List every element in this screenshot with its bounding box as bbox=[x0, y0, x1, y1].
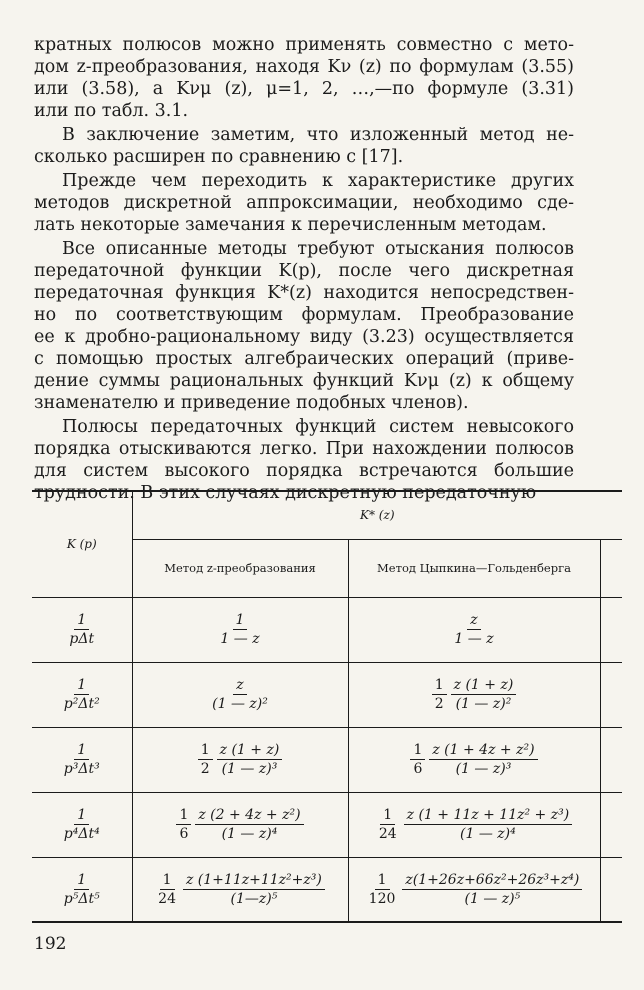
coefficient-denominator: 2 bbox=[200, 761, 210, 777]
text-line: знаменателю и приведение подобных членов). bbox=[34, 393, 469, 413]
tsypkin-fraction-denominator: (1 — z)² bbox=[455, 696, 512, 712]
z-method-fraction-numerator: z (2 + 4z + z²) bbox=[195, 807, 303, 825]
kp-fraction-denominator: p²Δt² bbox=[63, 696, 100, 712]
coefficient-numerator: 1 bbox=[432, 677, 447, 695]
coefficient bbox=[155, 872, 179, 907]
z-method-fraction-numerator: z (1+11z+11z²+z³) bbox=[183, 872, 325, 890]
z-method-fraction bbox=[195, 807, 303, 842]
kp-fraction bbox=[61, 872, 103, 907]
empty-cell bbox=[600, 597, 622, 662]
text-line: передаточной функции K(p), после чего дискретная bbox=[34, 261, 574, 281]
coefficient-numerator: 1 bbox=[380, 807, 395, 825]
formula-table-wrapper bbox=[32, 490, 622, 922]
coefficient-denominator: 24 bbox=[158, 890, 176, 907]
text-line: В заключение заметим, что изложенный метод не- bbox=[62, 125, 574, 145]
tsypkin-fraction-denominator: (1 — z)⁴ bbox=[460, 826, 516, 842]
kp-cell bbox=[32, 597, 132, 662]
empty-cell bbox=[600, 727, 622, 792]
formula-table bbox=[32, 490, 622, 923]
kp-cell bbox=[32, 792, 132, 857]
empty-cell bbox=[600, 792, 622, 857]
kp-fraction-denominator: p³Δt³ bbox=[63, 761, 100, 777]
text-line: лать некоторые замечания к перечисленным методам. bbox=[34, 215, 547, 235]
kp-fraction bbox=[66, 612, 97, 647]
tsypkin-fraction bbox=[404, 807, 573, 842]
col-header-kp: K (p) bbox=[32, 491, 132, 597]
kp-fraction bbox=[61, 807, 103, 842]
z-method-fraction bbox=[217, 612, 262, 647]
text-line: с помощью простых алгебраических операций (приве- bbox=[34, 349, 574, 369]
coefficient bbox=[376, 807, 400, 842]
coefficient-numerator: 1 bbox=[176, 807, 191, 825]
z-method-fraction-numerator: z bbox=[233, 677, 246, 695]
coefficient bbox=[176, 807, 191, 842]
kp-fraction-numerator: 1 bbox=[74, 872, 89, 890]
coefficient-numerator: 1 bbox=[198, 742, 213, 760]
coefficient bbox=[410, 742, 425, 777]
coefficient bbox=[366, 872, 399, 907]
z-method-cell bbox=[132, 792, 348, 857]
page-number: 192 bbox=[34, 934, 67, 954]
tsypkin-fraction bbox=[451, 677, 517, 712]
coefficient-denominator: 2 bbox=[434, 696, 444, 712]
coefficient-denominator: 6 bbox=[413, 761, 423, 777]
text-line: или по табл. 3.1. bbox=[34, 101, 189, 121]
text-line: передаточная функция K*(z) находится непосредствен- bbox=[34, 283, 574, 303]
group-header-kz: K* (z) bbox=[132, 491, 622, 539]
text-line: Прежде чем переходить к характеристике других bbox=[62, 171, 574, 191]
kp-fraction-numerator: 1 bbox=[74, 612, 89, 630]
kp-fraction-denominator: p⁴Δt⁴ bbox=[63, 826, 100, 842]
paragraph bbox=[34, 238, 574, 414]
table-row bbox=[32, 662, 622, 727]
text-line: дение суммы рациональных функций Kνμ (z) к общему bbox=[34, 371, 574, 391]
coefficient-numerator: 1 bbox=[375, 872, 390, 890]
z-method-fraction-numerator: z (1 + z) bbox=[217, 742, 283, 760]
tsypkin-fraction-numerator: z bbox=[467, 612, 480, 630]
z-method-fraction-denominator: (1—z)⁵ bbox=[230, 890, 278, 907]
tsypkin-fraction-numerator: z(1+26z+66z²+26z³+z⁴) bbox=[402, 872, 582, 890]
tsypkin-cell bbox=[348, 792, 600, 857]
z-method-cell bbox=[132, 662, 348, 727]
kp-fraction-numerator: 1 bbox=[74, 807, 89, 825]
text-line: ее к дробно-рациональному виду (3.23) осуществляется bbox=[34, 327, 574, 347]
table-row bbox=[32, 727, 622, 792]
text-line: Все описанные методы требуют отыскания полюсов bbox=[62, 239, 574, 259]
coefficient bbox=[198, 742, 213, 777]
text-line: кратных полюсов можно применять совместно с мето- bbox=[34, 35, 574, 55]
text-line: дом z-преобразования, находя Kν (z) по формулам (3.55) bbox=[34, 57, 574, 77]
kp-cell bbox=[32, 662, 132, 727]
tsypkin-cell bbox=[348, 857, 600, 922]
kp-fraction-denominator: pΔt bbox=[69, 631, 95, 647]
tsypkin-fraction-numerator: z (1 + 4z + z²) bbox=[429, 742, 537, 760]
tsypkin-cell bbox=[348, 662, 600, 727]
z-method-cell bbox=[132, 857, 348, 922]
empty-header-cell bbox=[600, 539, 622, 597]
kp-cell bbox=[32, 857, 132, 922]
z-method-cell bbox=[132, 597, 348, 662]
text-line: но по соответствующим формулам. Преобразование bbox=[34, 305, 574, 325]
col-header-z-method: Метод z-преобразования bbox=[132, 539, 348, 597]
kp-fraction bbox=[61, 677, 103, 712]
text-line: для систем высокого порядка встречаются большие bbox=[34, 461, 574, 481]
text-line: Полюсы передаточных функций систем невысокого bbox=[62, 417, 574, 437]
z-method-fraction-denominator: (1 — z)² bbox=[212, 696, 268, 712]
text-line: сколько расширен по сравнению с [17]. bbox=[34, 147, 404, 167]
coefficient-denominator: 120 bbox=[368, 890, 396, 907]
body-text bbox=[34, 34, 574, 504]
coefficient-numerator: 1 bbox=[160, 872, 175, 890]
table-row bbox=[32, 792, 622, 857]
coefficient bbox=[432, 677, 447, 712]
tsypkin-fraction-numerator: z (1 + 11z + 11z² + z³) bbox=[404, 807, 573, 825]
tsypkin-fraction-denominator: (1 — z)³ bbox=[455, 761, 512, 777]
tsypkin-fraction bbox=[451, 612, 496, 647]
tsypkin-fraction bbox=[429, 742, 537, 777]
tsypkin-cell bbox=[348, 597, 600, 662]
z-method-fraction bbox=[217, 742, 283, 777]
z-method-fraction-denominator: 1 — z bbox=[220, 631, 260, 647]
text-line: методов дискретной аппроксимации, необходимо сде- bbox=[34, 193, 574, 213]
coefficient-denominator: 6 bbox=[179, 826, 189, 842]
empty-cell bbox=[600, 857, 622, 922]
kp-fraction-numerator: 1 bbox=[74, 742, 89, 760]
text-line: порядка отыскиваются легко. При нахождении полюсов bbox=[34, 439, 574, 459]
kp-cell bbox=[32, 727, 132, 792]
coefficient-numerator: 1 bbox=[410, 742, 425, 760]
tsypkin-fraction-numerator: z (1 + z) bbox=[451, 677, 517, 695]
kp-fraction bbox=[61, 742, 103, 777]
z-method-fraction-numerator: 1 bbox=[233, 612, 248, 630]
tsypkin-fraction-denominator: 1 — z bbox=[454, 631, 494, 647]
z-method-fraction-denominator: (1 — z)⁴ bbox=[221, 826, 278, 842]
z-method-fraction-denominator: (1 — z)³ bbox=[221, 761, 278, 777]
text-line: трудности. В этих случаях дискретную передаточную bbox=[34, 483, 537, 503]
text-line: или (3.58), а Kνμ (z), μ=1, 2, …,—по формуле (3.31) bbox=[34, 79, 574, 99]
table-row bbox=[32, 597, 622, 662]
z-method-cell bbox=[132, 727, 348, 792]
paragraph bbox=[34, 124, 574, 168]
tsypkin-fraction bbox=[402, 872, 582, 907]
z-method-fraction bbox=[209, 677, 271, 712]
tsypkin-cell bbox=[348, 727, 600, 792]
kp-fraction-denominator: p⁵Δt⁵ bbox=[63, 890, 100, 907]
empty-cell bbox=[600, 662, 622, 727]
paragraph bbox=[34, 34, 574, 122]
paragraph bbox=[34, 170, 574, 236]
kp-fraction-numerator: 1 bbox=[74, 677, 89, 695]
col-header-tsypkin: Метод Цыпкина—Гольденберга bbox=[348, 539, 600, 597]
tsypkin-fraction-denominator: (1 — z)⁵ bbox=[464, 890, 521, 907]
z-method-fraction bbox=[183, 872, 325, 907]
coefficient-denominator: 24 bbox=[378, 826, 397, 842]
table-row bbox=[32, 857, 622, 922]
